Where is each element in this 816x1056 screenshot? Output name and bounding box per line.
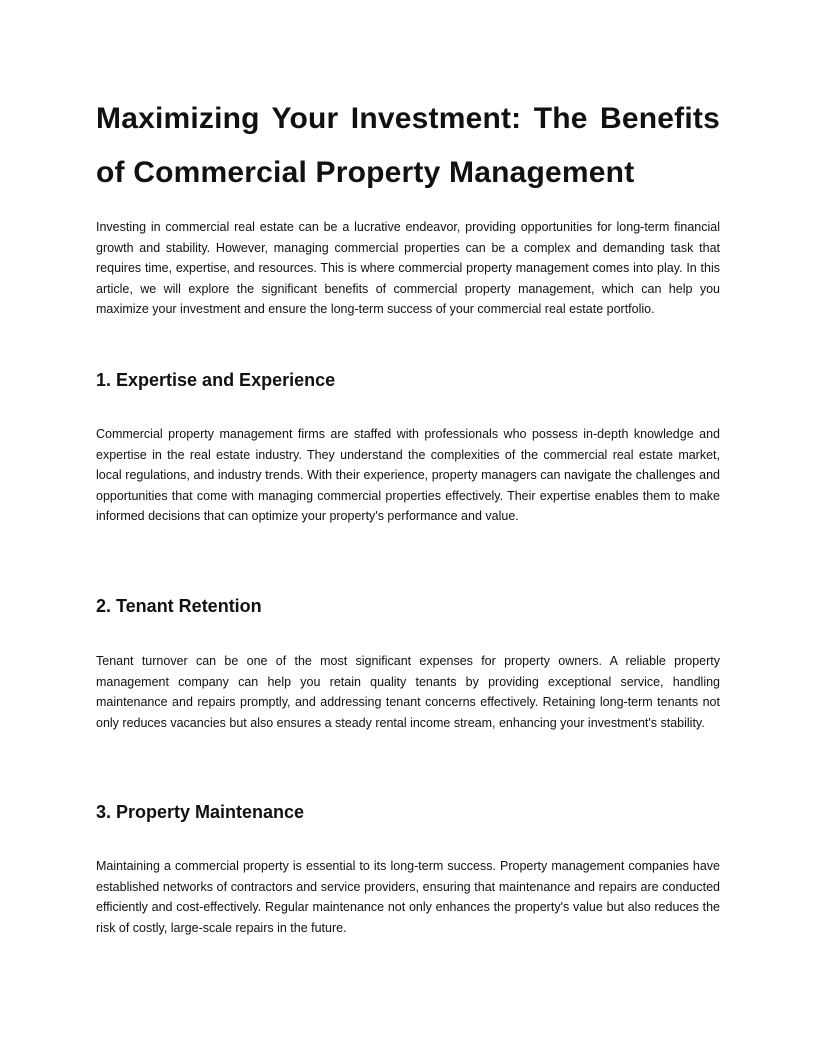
section-body-tenant-retention: Tenant turnover can be one of the most significant expenses for property owners. A reliable property management company can help you retain quality tenants by providing exceptional service, handling maintenance and repairs promptly, and addressing tenant concerns effectively. Retaining long-term tenants not only reduces vacancies but also ensures a steady rental income stream, enhancing your investment's stability. [96, 654, 720, 730]
intro-paragraph: Investing in commercial real estate can be a lucrative endeavor, providing opportunities for long-term financial growth and stability. However, managing commercial properties can be a complex and demanding task that requires time, expertise, and resources. This is where commercial property management comes into play. In this article, we will explore the significant benefits of commercial property management, which can help you maximize your investment and ensure the long-term success of your commercial real estate portfolio. [96, 220, 720, 316]
section-body-property-maintenance: Maintaining a commercial property is essential to its long-term success. Property management companies have established networks of contractors and service providers, ensuring that maintenance and repairs are conducted efficiently and cost-effectively. Regular maintenance not only enhances the property's value but also reduces the risk of costly, large-scale repairs in the future. [96, 859, 720, 935]
section-heading-expertise: 1. Expertise and Experience [96, 370, 336, 390]
section-body-expertise: Commercial property management firms are staffed with professionals who possess in-depth knowledge and expertise in the real estate industry. They understand the complexities of the commercial real estate market, local regulations, and industry trends. With their experience, property managers can navigate the challenges and opportunities that come with managing commercial properties effectively. Their expertise enables them to make informed decisions that can optimize your property's performance and value. [96, 427, 720, 523]
section-heading-tenant-retention: 2. Tenant Retention [96, 596, 262, 616]
section-heading-property-maintenance: 3. Property Maintenance [96, 802, 305, 822]
document-title: Maximizing Your Investment: The Benefits of Commercial Property Management [96, 102, 720, 189]
